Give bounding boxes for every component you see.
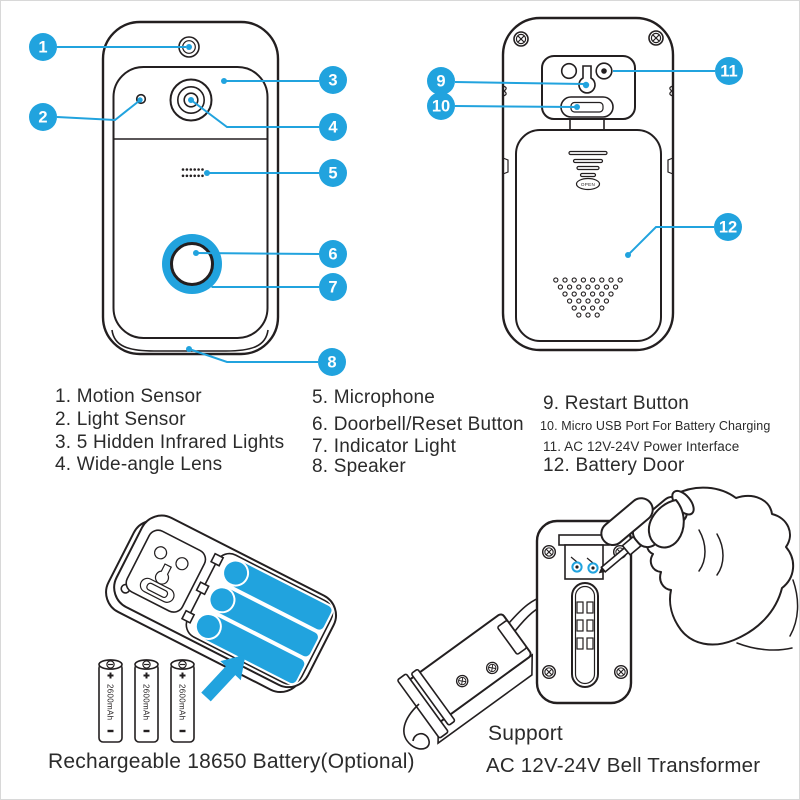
callout-9 <box>427 67 455 95</box>
callout-11 <box>715 57 743 85</box>
doorbell-back-view <box>503 18 673 350</box>
thumb <box>649 500 684 547</box>
mounting-hole <box>562 64 577 79</box>
callout-2 <box>29 103 57 131</box>
legend-item-7: 7. Indicator Light <box>312 436 457 457</box>
support-caption-line1: Support <box>488 722 563 745</box>
legend-item-2: 2. Light Sensor <box>55 409 186 430</box>
legend-item-5: 5. Microphone <box>312 387 436 408</box>
svg-text:6: 6 <box>328 245 338 264</box>
callout-5 <box>319 159 347 187</box>
legend <box>55 386 770 477</box>
callout-12 <box>714 213 742 241</box>
legend-item-1: 1. Motion Sensor <box>55 386 202 407</box>
svg-text:9: 9 <box>436 72 446 91</box>
battery-door <box>516 130 661 341</box>
restart-power-contact <box>596 63 612 79</box>
legend-item-11: 11. AC 12V-24V Power Interface <box>543 439 740 454</box>
svg-text:8: 8 <box>327 353 337 372</box>
legend-item-3: 3. 5 Hidden Infrared Lights <box>55 432 285 453</box>
callout-7 <box>319 273 347 301</box>
svg-text:3: 3 <box>328 71 338 90</box>
transformer-wiring-illustration <box>394 473 798 777</box>
callout-4 <box>319 113 347 141</box>
legend-item-9: 9. Restart Button <box>543 393 689 414</box>
callout-3 <box>319 66 347 94</box>
doorbell-button <box>162 234 222 294</box>
doorbell-front-view <box>103 22 278 354</box>
terminal-box <box>565 545 603 579</box>
legend-item-12: 12. Battery Door <box>543 455 685 476</box>
svg-text:4: 4 <box>328 118 338 137</box>
legend-item-6: 6. Doorbell/Reset Button <box>312 414 524 435</box>
battery-caption: Rechargeable 18650 Battery(Optional) <box>48 750 415 773</box>
callout-1 <box>29 33 57 61</box>
svg-text:1: 1 <box>38 38 48 57</box>
svg-text:2: 2 <box>38 108 48 127</box>
legend-item-10: 10. Micro USB Port For Battery Charging <box>540 419 771 433</box>
mounting-plate <box>537 521 631 703</box>
legend-item-4: 4. Wide-angle Lens <box>55 454 223 475</box>
svg-text:10: 10 <box>431 97 451 116</box>
open-label: OPEN <box>580 181 596 187</box>
callout-6 <box>319 240 347 268</box>
svg-text:12: 12 <box>718 218 738 237</box>
doorbell-diagram: 2600mAh OPEN 1 2 3 4 5 6 7 8 9 10 11 12 1. Motion Sensor 2. Light Sensor 3. 5 Hidden Infrared Lights 4. Wide-angle Lens 5. Microphone 6. Doorbell/Reset Button 7. Indicator Light 8. Speaker 9. Restart Button 10. Micro USB Port For Battery Charging 11. AC 12V-24V Power Interface 12. Battery Door Rechargeable 18650 Battery(Optional) Support AC 12V-24V Bell Transformer <box>0 0 800 800</box>
svg-text:11: 11 <box>720 62 738 81</box>
callout-10 <box>427 92 455 120</box>
support-caption-line2: AC 12V-24V Bell Transformer <box>486 754 761 777</box>
battery-install-illustration <box>48 506 415 773</box>
svg-text:7: 7 <box>328 278 338 297</box>
svg-text:5: 5 <box>328 164 338 183</box>
callout-8 <box>318 348 346 376</box>
legend-item-8: 8. Speaker <box>312 456 406 477</box>
